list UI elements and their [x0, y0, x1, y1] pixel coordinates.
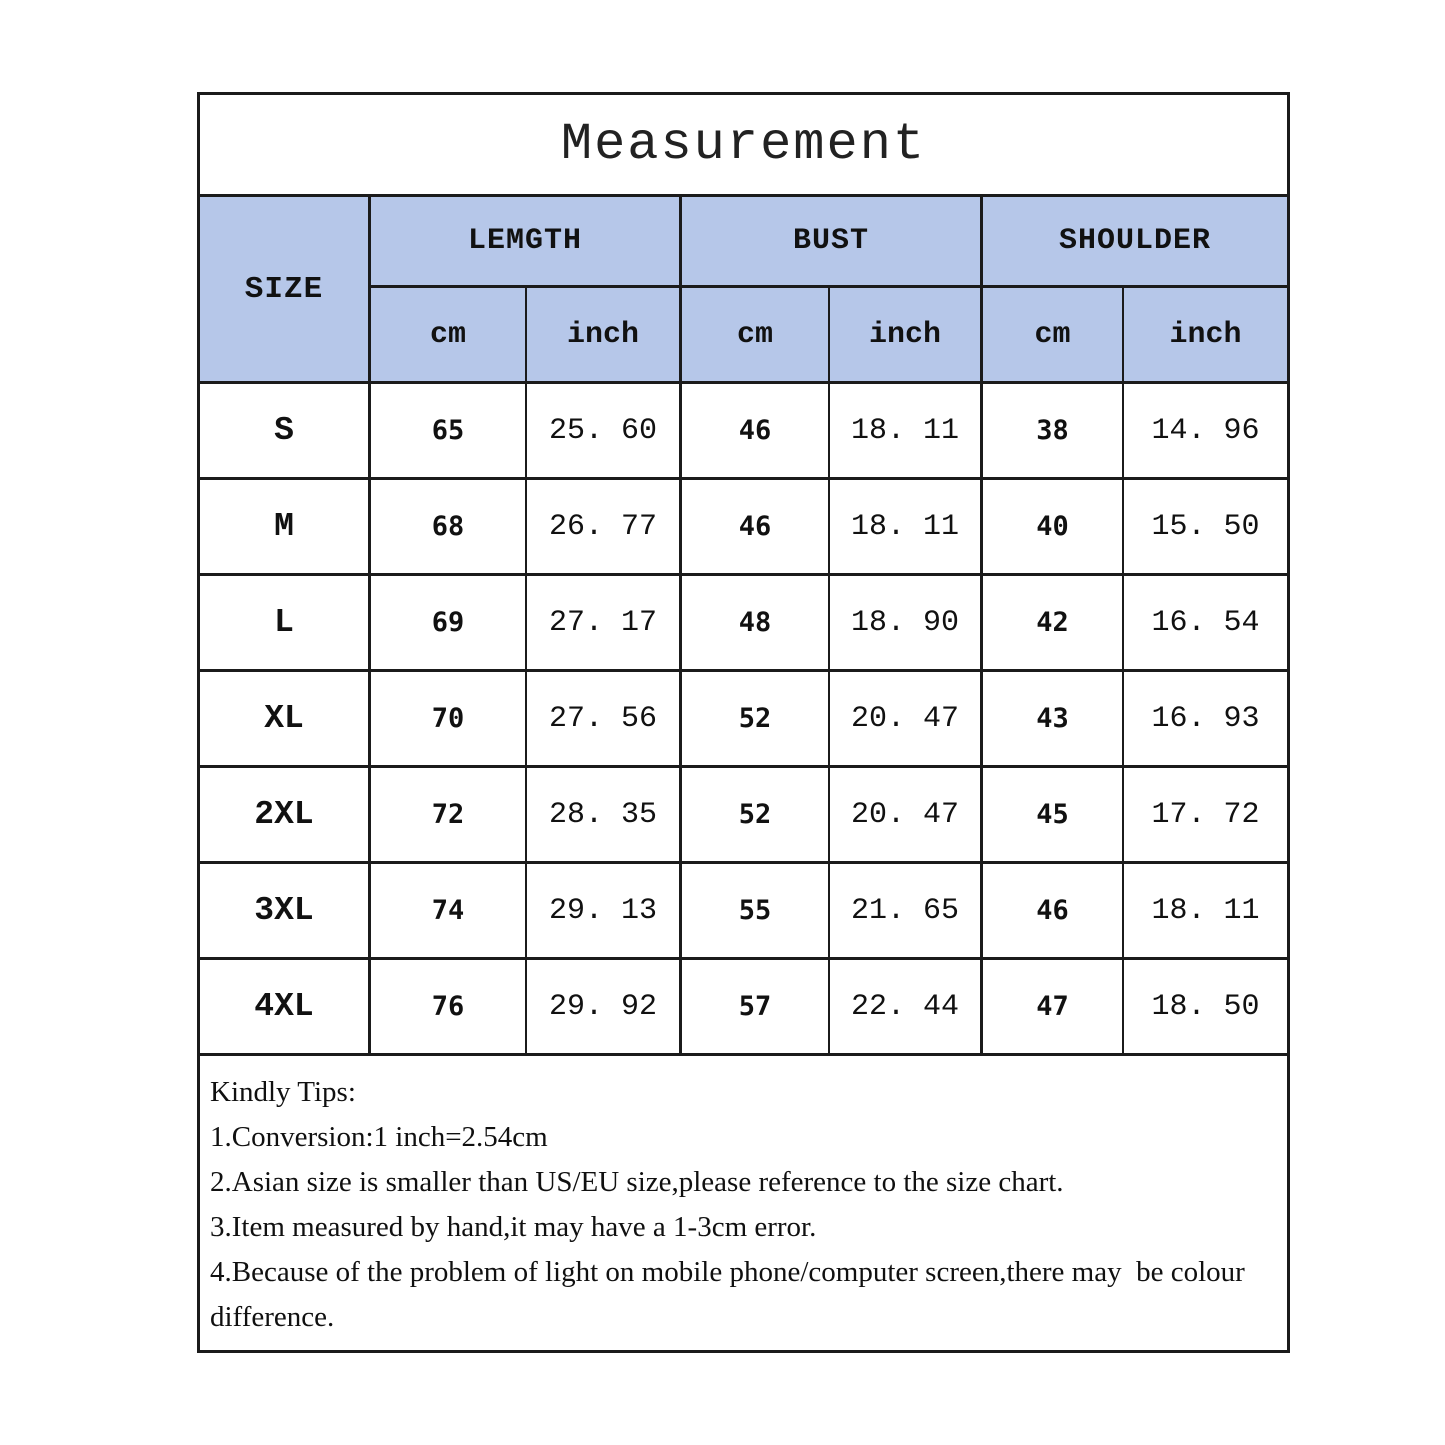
- kindly-tips-section: [200, 1056, 1287, 1350]
- size-cell: S: [200, 384, 371, 480]
- size-cell: 2XL: [200, 768, 371, 864]
- bust-inch-cell: 18. 90: [830, 576, 983, 672]
- shoulder-cm-cell: 47: [983, 960, 1124, 1056]
- shoulder-cm-cell: 42: [983, 576, 1124, 672]
- bust-cm-cell: 48: [682, 576, 830, 672]
- unit-header-bust-cm: cm: [682, 288, 830, 384]
- bust-inch-cell: 18. 11: [830, 480, 983, 576]
- tips-heading: Kindly Tips:: [210, 1076, 356, 1108]
- bust-inch-cell: 18. 11: [830, 384, 983, 480]
- length-cm-cell: 69: [371, 576, 527, 672]
- length-inch-cell: 26. 77: [527, 480, 682, 576]
- bust-cm-cell: 46: [682, 480, 830, 576]
- unit-header-shoulder-cm: cm: [983, 288, 1124, 384]
- length-cm-cell: 76: [371, 960, 527, 1056]
- size-cell: L: [200, 576, 371, 672]
- measurement-card: [197, 92, 1290, 1353]
- length-inch-cell: 28. 35: [527, 768, 682, 864]
- shoulder-inch-cell: 17. 72: [1124, 768, 1287, 864]
- bust-cm-cell: 55: [682, 864, 830, 960]
- bust-cm-cell: 57: [682, 960, 830, 1056]
- tip-line: 2.Asian size is smaller than US/EU size,please reference to the size chart.: [210, 1166, 1064, 1198]
- length-cm-cell: 74: [371, 864, 527, 960]
- column-header-size: SIZE: [200, 197, 371, 384]
- size-cell: M: [200, 480, 371, 576]
- shoulder-inch-cell: 16. 54: [1124, 576, 1287, 672]
- shoulder-inch-cell: 16. 93: [1124, 672, 1287, 768]
- length-inch-cell: 29. 13: [527, 864, 682, 960]
- length-inch-cell: 27. 56: [527, 672, 682, 768]
- unit-header-length-inch: inch: [527, 288, 682, 384]
- shoulder-cm-cell: 43: [983, 672, 1124, 768]
- measurement-title: Measurement: [200, 95, 1287, 197]
- length-cm-cell: 68: [371, 480, 527, 576]
- unit-header-shoulder-inch: inch: [1124, 288, 1287, 384]
- column-header-bust: BUST: [682, 197, 983, 288]
- shoulder-cm-cell: 40: [983, 480, 1124, 576]
- shoulder-cm-cell: 45: [983, 768, 1124, 864]
- shoulder-inch-cell: 18. 11: [1124, 864, 1287, 960]
- bust-inch-cell: 20. 47: [830, 672, 983, 768]
- size-cell: 4XL: [200, 960, 371, 1056]
- shoulder-cm-cell: 46: [983, 864, 1124, 960]
- bust-cm-cell: 52: [682, 768, 830, 864]
- column-header-shoulder: SHOULDER: [983, 197, 1287, 288]
- tip-line: 3.Item measured by hand,it may have a 1-3cm error.: [210, 1211, 817, 1243]
- length-inch-cell: 25. 60: [527, 384, 682, 480]
- bust-inch-cell: 22. 44: [830, 960, 983, 1056]
- length-cm-cell: 70: [371, 672, 527, 768]
- length-inch-cell: 27. 17: [527, 576, 682, 672]
- length-cm-cell: 72: [371, 768, 527, 864]
- length-cm-cell: 65: [371, 384, 527, 480]
- bust-inch-cell: 20. 47: [830, 768, 983, 864]
- unit-header-bust-inch: inch: [830, 288, 983, 384]
- bust-cm-cell: 52: [682, 672, 830, 768]
- shoulder-inch-cell: 18. 50: [1124, 960, 1287, 1056]
- size-cell: 3XL: [200, 864, 371, 960]
- shoulder-inch-cell: 14. 96: [1124, 384, 1287, 480]
- tip-line: 1.Conversion:1 inch=2.54cm: [210, 1121, 548, 1153]
- bust-cm-cell: 46: [682, 384, 830, 480]
- size-table: [200, 197, 1287, 1056]
- bust-inch-cell: 21. 65: [830, 864, 983, 960]
- unit-header-length-cm: cm: [371, 288, 527, 384]
- shoulder-inch-cell: 15. 50: [1124, 480, 1287, 576]
- shoulder-cm-cell: 38: [983, 384, 1124, 480]
- size-cell: XL: [200, 672, 371, 768]
- tip-line: 4.Because of the problem of light on mobile phone/computer screen,there may be colour difference.: [210, 1256, 1253, 1333]
- column-header-length: LEMGTH: [371, 197, 682, 288]
- length-inch-cell: 29. 92: [527, 960, 682, 1056]
